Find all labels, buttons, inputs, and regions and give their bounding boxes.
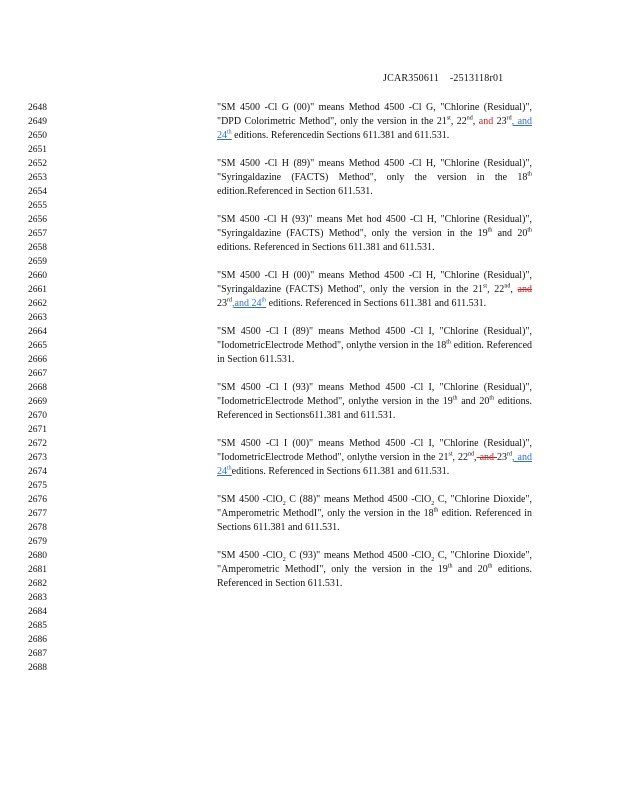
line-number: 2657	[28, 229, 47, 239]
definition-sm-4500-cl-i-93: "SM 4500 -Cl I (93)" means Method 4500 -Cl I, "Chlorine (Residual)", "IodometricElectrode Method", onlythe version in the 19th and 20th editions. Referenced in Sections611.381 and 611.531.	[217, 382, 532, 421]
line-number: 2665	[28, 341, 47, 351]
line-number: 2653	[28, 173, 47, 183]
line-number: 2682	[28, 579, 47, 589]
line-number: 2685	[28, 621, 47, 631]
line-number: 2681	[28, 565, 47, 575]
line-number: 2675	[28, 481, 47, 491]
line-number: 2662	[28, 299, 47, 309]
line-number: 2651	[28, 145, 47, 155]
inserted-text: and	[478, 116, 494, 127]
line-number: 2671	[28, 425, 47, 435]
inserted-text: ,and 24th	[232, 297, 267, 309]
line-number: 2687	[28, 649, 47, 659]
line-number: 2654	[28, 187, 47, 197]
line-number: 2661	[28, 285, 47, 295]
line-number: 2678	[28, 523, 47, 533]
definition-sm-4500-cl-i-00: "SM 4500 -Cl I (00)" means Method 4500 -Cl I, "Chlorine (Residual)", "IodometricElectrode Method", onlythe version in the 21st, 22nd, and 23rd, and 24theditions. Referenced in Sections 611.381 and 611.531.	[217, 438, 532, 477]
line-number: 2672	[28, 439, 47, 449]
line-number: 2679	[28, 537, 47, 547]
line-number: 2669	[28, 397, 47, 407]
definition-sm-4500-clo2-c-93: "SM 4500 -ClO$_2$ C (93)" means Method 4500 -ClO$_2$ C, "Chlorine Dioxide", "Amperometric MethodI", only the version in the 19th and 20th editions. Referenced in Section 611.531.	[217, 550, 532, 589]
line-number: 2650	[28, 131, 47, 141]
line-number: 2677	[28, 509, 47, 519]
line-number: 2684	[28, 607, 47, 617]
line-number: 2674	[28, 467, 47, 477]
line-number: 2670	[28, 411, 47, 421]
definitions-column	[217, 101, 532, 605]
line-number: 2652	[28, 159, 47, 169]
line-number: 2659	[28, 257, 47, 267]
inserted-text: , and 24th	[217, 116, 533, 141]
line-numbers	[28, 101, 47, 675]
document-header: JCAR350611 -2513118r01	[383, 73, 504, 84]
line-number: 2660	[28, 271, 47, 281]
deleted-text: and	[517, 284, 532, 295]
inserted-text: , and 24th	[217, 452, 532, 477]
line-number: 2668	[28, 383, 47, 393]
line-number: 2667	[28, 369, 47, 379]
line-number: 2658	[28, 243, 47, 253]
definition-sm-4500-cl-h-00: "SM 4500 -Cl H (00)" means Method 4500 -Cl H, "Chlorine (Residual)", "Syringaldazine (FACTS) Method", only the version in the 21st, 22nd, and 23rd,and 24th editions. Referenced in Sections 611.381 and 611.531.	[217, 270, 532, 309]
line-number: 2666	[28, 355, 47, 365]
line-number: 2676	[28, 495, 47, 505]
line-number: 2649	[28, 117, 47, 127]
line-number: 2655	[28, 201, 47, 211]
line-number: 2648	[28, 103, 47, 113]
definition-sm-4500-cl-h-89: "SM 4500 -Cl H (89)" means Method 4500 -Cl H, "Chlorine (Residual)", "Syringaldazine (FACTS) Method", only the version in the 18th edition.Referenced in Section 611.531.	[217, 158, 532, 197]
definition-sm-4500-cl-h-93: "SM 4500 -Cl H (93)" means Met hod 4500 -Cl H, "Chlorine (Residual)", "Syringaldazine (FACTS) Method", only the version in the 19th and 20th editions. Referenced in Sections 611.381 and 611.531.	[217, 214, 532, 253]
line-number: 2673	[28, 453, 47, 463]
line-number: 2686	[28, 635, 47, 645]
deleted-text: and	[476, 452, 498, 463]
line-number: 2688	[28, 663, 47, 673]
definition-sm-4500-cl-g-00: "SM 4500 -Cl G (00)" means Method 4500 -Cl G, "Chlorine (Residual)", "DPD Colorimetric Method", only the version in the 21st, 22nd, and 23rd, and 24th editions. Referencedin Sections 611.381 and 611.531.	[217, 102, 533, 141]
line-number: 2664	[28, 327, 47, 337]
line-number: 2683	[28, 593, 47, 603]
line-number: 2680	[28, 551, 47, 561]
definition-sm-4500-clo2-c-88: "SM 4500 -ClO$_2$ C (88)" means Method 4500 -ClO$_2$ C, "Chlorine Dioxide", "Amperometric MethodI", only the version in the 18th edition. Referenced in Sections 611.381 and 611.531.	[217, 494, 532, 533]
definition-sm-4500-cl-i-89: "SM 4500 -Cl I (89)" means Method 4500 -Cl I, "Chlorine (Residual)", "IodometricElectrode Method", onlythe version in the 18th edition. Referenced in Section 611.531.	[217, 326, 533, 365]
line-number: 2656	[28, 215, 47, 225]
line-number: 2663	[28, 313, 47, 323]
